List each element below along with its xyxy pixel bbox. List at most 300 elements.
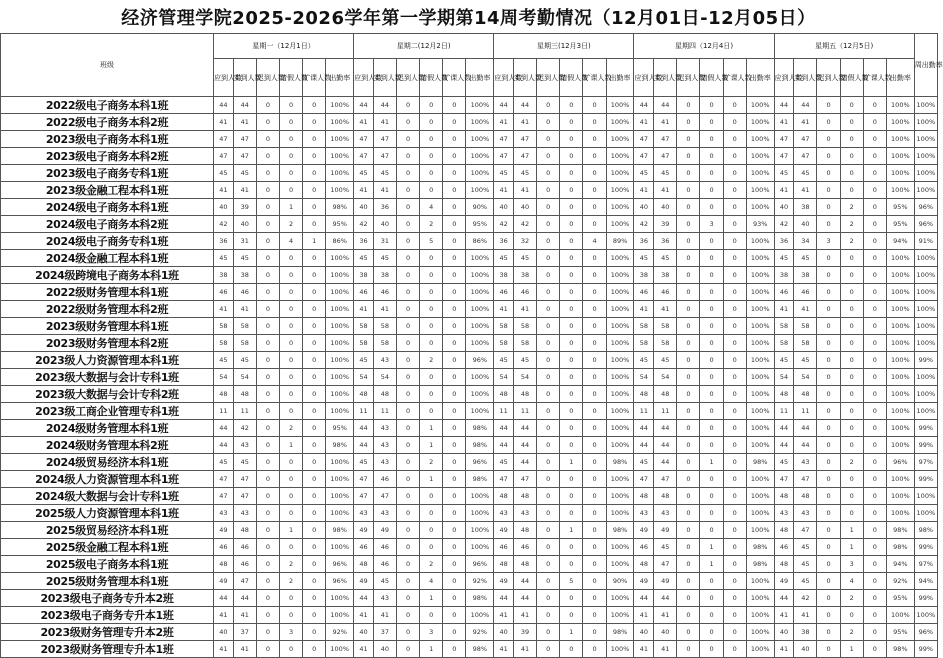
value-cell: 0 xyxy=(420,386,443,403)
value-cell: 0 xyxy=(700,488,723,505)
value-cell: 0 xyxy=(583,352,606,369)
value-cell: 0 xyxy=(840,97,863,114)
value-cell: 0 xyxy=(420,148,443,165)
value-cell: 100% xyxy=(606,335,634,352)
value-cell: 46 xyxy=(354,284,374,301)
value-cell: 100% xyxy=(886,250,914,267)
subheader-present: 实到人数 xyxy=(373,59,396,97)
value-cell: 0 xyxy=(420,182,443,199)
value-cell: 0 xyxy=(280,131,303,148)
week-rate-cell: 99% xyxy=(914,590,937,607)
value-cell: 0 xyxy=(863,335,886,352)
table-row xyxy=(1,301,938,318)
value-cell: 41 xyxy=(354,301,374,318)
value-cell: 5 xyxy=(560,573,583,590)
class-name-cell: 2024级电子商务本科2班 xyxy=(1,216,214,233)
value-cell: 48 xyxy=(654,488,677,505)
value-cell: 0 xyxy=(723,454,746,471)
value-cell: 47 xyxy=(494,471,514,488)
value-cell: 0 xyxy=(537,607,560,624)
value-cell: 0 xyxy=(560,488,583,505)
value-cell: 44 xyxy=(513,573,536,590)
table-row xyxy=(1,352,938,369)
value-cell: 0 xyxy=(723,471,746,488)
value-cell: 58 xyxy=(354,335,374,352)
value-cell: 0 xyxy=(677,182,700,199)
value-cell: 41 xyxy=(373,114,396,131)
value-cell: 0 xyxy=(303,216,326,233)
subheader-late: 迟到人数 xyxy=(677,59,700,97)
value-cell: 1 xyxy=(840,539,863,556)
class-name-cell: 2022级电子商务本科1班 xyxy=(1,97,214,114)
table-row xyxy=(1,437,938,454)
value-cell: 46 xyxy=(654,284,677,301)
value-cell: 38 xyxy=(494,267,514,284)
value-cell: 49 xyxy=(214,522,234,539)
value-cell: 0 xyxy=(700,233,723,250)
value-cell: 43 xyxy=(373,505,396,522)
value-cell: 0 xyxy=(256,182,279,199)
value-cell: 0 xyxy=(280,284,303,301)
value-cell: 100% xyxy=(326,114,354,131)
value-cell: 58 xyxy=(634,335,654,352)
value-cell: 0 xyxy=(583,590,606,607)
value-cell: 1 xyxy=(280,199,303,216)
value-cell: 0 xyxy=(537,522,560,539)
value-cell: 95% xyxy=(886,216,914,233)
value-cell: 48 xyxy=(774,488,794,505)
value-cell: 0 xyxy=(700,369,723,386)
value-cell: 0 xyxy=(700,165,723,182)
value-cell: 0 xyxy=(280,386,303,403)
value-cell: 48 xyxy=(794,386,817,403)
week-rate-cell: 98% xyxy=(914,522,937,539)
subheader-late: 迟到人数 xyxy=(817,59,840,97)
value-cell: 0 xyxy=(863,607,886,624)
value-cell: 100% xyxy=(326,539,354,556)
value-cell: 100% xyxy=(466,369,494,386)
value-cell: 41 xyxy=(634,301,654,318)
value-cell: 11 xyxy=(373,403,396,420)
value-cell: 100% xyxy=(746,488,774,505)
value-cell: 40 xyxy=(214,624,234,641)
class-name-cell: 2025级金融工程本科1班 xyxy=(1,539,214,556)
value-cell: 100% xyxy=(326,284,354,301)
value-cell: 0 xyxy=(817,165,840,182)
value-cell: 0 xyxy=(537,318,560,335)
value-cell: 48 xyxy=(214,556,234,573)
value-cell: 44 xyxy=(774,97,794,114)
value-cell: 0 xyxy=(677,454,700,471)
value-cell: 44 xyxy=(354,97,374,114)
value-cell: 100% xyxy=(746,165,774,182)
value-cell: 0 xyxy=(677,437,700,454)
value-cell: 2 xyxy=(840,216,863,233)
value-cell: 0 xyxy=(840,437,863,454)
value-cell: 41 xyxy=(214,301,234,318)
value-cell: 0 xyxy=(840,114,863,131)
value-cell: 1 xyxy=(700,539,723,556)
value-cell: 100% xyxy=(326,488,354,505)
value-cell: 1 xyxy=(560,624,583,641)
value-cell: 100% xyxy=(606,131,634,148)
value-cell: 0 xyxy=(840,403,863,420)
value-cell: 0 xyxy=(700,318,723,335)
value-cell: 47 xyxy=(494,148,514,165)
value-cell: 0 xyxy=(677,165,700,182)
value-cell: 41 xyxy=(373,301,396,318)
value-cell: 1 xyxy=(280,437,303,454)
value-cell: 0 xyxy=(443,590,466,607)
value-cell: 0 xyxy=(700,352,723,369)
value-cell: 0 xyxy=(560,590,583,607)
value-cell: 47 xyxy=(774,131,794,148)
value-cell: 100% xyxy=(606,386,634,403)
value-cell: 0 xyxy=(560,641,583,658)
value-cell: 0 xyxy=(817,539,840,556)
value-cell: 58 xyxy=(494,318,514,335)
value-cell: 41 xyxy=(774,641,794,658)
value-cell: 0 xyxy=(817,267,840,284)
value-cell: 36 xyxy=(494,233,514,250)
value-cell: 41 xyxy=(494,641,514,658)
subheader-rate: 出勤率 xyxy=(466,59,494,97)
value-cell: 45 xyxy=(214,454,234,471)
value-cell: 0 xyxy=(280,148,303,165)
value-cell: 0 xyxy=(396,97,419,114)
week-rate-cell: 96% xyxy=(914,216,937,233)
value-cell: 0 xyxy=(583,369,606,386)
value-cell: 100% xyxy=(326,301,354,318)
value-cell: 38 xyxy=(354,267,374,284)
value-cell: 45 xyxy=(214,352,234,369)
value-cell: 49 xyxy=(494,522,514,539)
value-cell: 86% xyxy=(466,233,494,250)
value-cell: 100% xyxy=(326,641,354,658)
value-cell: 0 xyxy=(677,590,700,607)
value-cell: 0 xyxy=(396,165,419,182)
value-cell: 0 xyxy=(840,250,863,267)
value-cell: 0 xyxy=(396,556,419,573)
value-cell: 100% xyxy=(466,403,494,420)
value-cell: 0 xyxy=(840,182,863,199)
value-cell: 0 xyxy=(863,318,886,335)
value-cell: 58 xyxy=(233,318,256,335)
value-cell: 0 xyxy=(443,607,466,624)
value-cell: 0 xyxy=(677,539,700,556)
value-cell: 0 xyxy=(583,318,606,335)
value-cell: 0 xyxy=(863,114,886,131)
value-cell: 41 xyxy=(513,301,536,318)
value-cell: 100% xyxy=(746,573,774,590)
value-cell: 47 xyxy=(233,148,256,165)
value-cell: 47 xyxy=(634,471,654,488)
value-cell: 100% xyxy=(746,369,774,386)
value-cell: 0 xyxy=(560,284,583,301)
value-cell: 58 xyxy=(214,318,234,335)
value-cell: 0 xyxy=(723,216,746,233)
value-cell: 0 xyxy=(817,454,840,471)
value-cell: 93% xyxy=(746,216,774,233)
value-cell: 45 xyxy=(634,454,654,471)
value-cell: 41 xyxy=(794,301,817,318)
subheader-expected: 应到人数 xyxy=(494,59,514,97)
value-cell: 0 xyxy=(396,488,419,505)
value-cell: 0 xyxy=(443,471,466,488)
value-cell: 44 xyxy=(373,97,396,114)
value-cell: 37 xyxy=(233,624,256,641)
value-cell: 100% xyxy=(886,165,914,182)
subheader-rate: 出勤率 xyxy=(606,59,634,97)
value-cell: 41 xyxy=(354,607,374,624)
table-row xyxy=(1,420,938,437)
value-cell: 44 xyxy=(634,437,654,454)
value-cell: 48 xyxy=(634,488,654,505)
week-rate-cell: 96% xyxy=(914,199,937,216)
value-cell: 0 xyxy=(863,420,886,437)
value-cell: 54 xyxy=(354,369,374,386)
value-cell: 0 xyxy=(677,318,700,335)
value-cell: 0 xyxy=(700,301,723,318)
value-cell: 42 xyxy=(634,216,654,233)
value-cell: 0 xyxy=(256,556,279,573)
value-cell: 1 xyxy=(420,437,443,454)
value-cell: 0 xyxy=(280,539,303,556)
value-cell: 100% xyxy=(606,114,634,131)
class-name-cell: 2022级电子商务本科2班 xyxy=(1,114,214,131)
value-cell: 41 xyxy=(794,182,817,199)
value-cell: 0 xyxy=(537,216,560,233)
value-cell: 46 xyxy=(214,539,234,556)
value-cell: 41 xyxy=(513,641,536,658)
value-cell: 100% xyxy=(886,505,914,522)
value-cell: 0 xyxy=(256,131,279,148)
value-cell: 100% xyxy=(606,199,634,216)
value-cell: 92% xyxy=(466,624,494,641)
value-cell: 0 xyxy=(443,199,466,216)
value-cell: 0 xyxy=(863,403,886,420)
value-cell: 41 xyxy=(214,641,234,658)
value-cell: 0 xyxy=(863,624,886,641)
value-cell: 100% xyxy=(606,148,634,165)
value-cell: 41 xyxy=(654,114,677,131)
value-cell: 100% xyxy=(886,488,914,505)
subheader-late: 迟到人数 xyxy=(256,59,279,97)
value-cell: 100% xyxy=(886,369,914,386)
value-cell: 100% xyxy=(606,352,634,369)
value-cell: 0 xyxy=(863,488,886,505)
table-row xyxy=(1,318,938,335)
value-cell: 1 xyxy=(420,471,443,488)
value-cell: 0 xyxy=(700,522,723,539)
day-header-mon: 星期一（12月1日） xyxy=(214,34,354,59)
class-name-cell: 2023级人力资源管理本科1班 xyxy=(1,352,214,369)
week-rate-cell: 99% xyxy=(914,471,937,488)
value-cell: 0 xyxy=(677,233,700,250)
value-cell: 1 xyxy=(700,556,723,573)
value-cell: 0 xyxy=(723,420,746,437)
value-cell: 0 xyxy=(840,369,863,386)
subheader-absent: 旷课人数 xyxy=(863,59,886,97)
value-cell: 0 xyxy=(863,301,886,318)
value-cell: 100% xyxy=(326,97,354,114)
value-cell: 45 xyxy=(774,352,794,369)
value-cell: 100% xyxy=(606,471,634,488)
value-cell: 100% xyxy=(326,590,354,607)
value-cell: 0 xyxy=(280,641,303,658)
value-cell: 48 xyxy=(774,386,794,403)
value-cell: 44 xyxy=(513,590,536,607)
value-cell: 0 xyxy=(863,522,886,539)
value-cell: 48 xyxy=(794,488,817,505)
value-cell: 0 xyxy=(817,369,840,386)
value-cell: 48 xyxy=(233,386,256,403)
value-cell: 44 xyxy=(494,420,514,437)
value-cell: 38 xyxy=(634,267,654,284)
value-cell: 0 xyxy=(583,403,606,420)
value-cell: 100% xyxy=(326,403,354,420)
value-cell: 0 xyxy=(443,488,466,505)
value-cell: 45 xyxy=(774,165,794,182)
value-cell: 40 xyxy=(494,199,514,216)
value-cell: 45 xyxy=(774,250,794,267)
value-cell: 100% xyxy=(326,250,354,267)
value-cell: 39 xyxy=(233,199,256,216)
value-cell: 0 xyxy=(723,165,746,182)
value-cell: 0 xyxy=(537,131,560,148)
value-cell: 0 xyxy=(560,114,583,131)
value-cell: 0 xyxy=(677,97,700,114)
value-cell: 0 xyxy=(256,318,279,335)
value-cell: 100% xyxy=(746,335,774,352)
week-rate-cell: 91% xyxy=(914,233,937,250)
value-cell: 100% xyxy=(606,607,634,624)
value-cell: 100% xyxy=(746,624,774,641)
value-cell: 0 xyxy=(677,352,700,369)
value-cell: 100% xyxy=(886,97,914,114)
value-cell: 100% xyxy=(606,539,634,556)
value-cell: 47 xyxy=(354,488,374,505)
value-cell: 0 xyxy=(560,267,583,284)
value-cell: 0 xyxy=(256,624,279,641)
week-rate-cell: 100% xyxy=(914,114,937,131)
value-cell: 0 xyxy=(537,267,560,284)
value-cell: 0 xyxy=(817,301,840,318)
value-cell: 0 xyxy=(537,624,560,641)
value-cell: 0 xyxy=(700,641,723,658)
value-cell: 100% xyxy=(746,522,774,539)
value-cell: 0 xyxy=(863,641,886,658)
value-cell: 0 xyxy=(443,437,466,454)
table-row xyxy=(1,250,938,267)
value-cell: 58 xyxy=(654,335,677,352)
value-cell: 0 xyxy=(817,403,840,420)
value-cell: 98% xyxy=(886,522,914,539)
value-cell: 3 xyxy=(840,556,863,573)
value-cell: 98% xyxy=(746,454,774,471)
value-cell: 86% xyxy=(326,233,354,250)
value-cell: 44 xyxy=(654,454,677,471)
value-cell: 42 xyxy=(774,216,794,233)
value-cell: 100% xyxy=(886,114,914,131)
value-cell: 100% xyxy=(746,471,774,488)
value-cell: 0 xyxy=(583,522,606,539)
value-cell: 100% xyxy=(886,318,914,335)
value-cell: 0 xyxy=(863,573,886,590)
value-cell: 0 xyxy=(817,641,840,658)
value-cell: 41 xyxy=(214,607,234,624)
subheader-leave: 请假人数 xyxy=(700,59,723,97)
value-cell: 45 xyxy=(494,454,514,471)
value-cell: 100% xyxy=(746,318,774,335)
table-header xyxy=(1,34,943,97)
value-cell: 47 xyxy=(774,148,794,165)
value-cell: 44 xyxy=(634,420,654,437)
value-cell: 0 xyxy=(256,386,279,403)
value-cell: 0 xyxy=(303,607,326,624)
value-cell: 45 xyxy=(233,352,256,369)
value-cell: 100% xyxy=(606,437,634,454)
value-cell: 0 xyxy=(700,420,723,437)
value-cell: 49 xyxy=(373,522,396,539)
value-cell: 38 xyxy=(774,267,794,284)
table-row xyxy=(1,267,938,284)
value-cell: 96% xyxy=(326,573,354,590)
value-cell: 41 xyxy=(214,182,234,199)
subheader-expected: 应到人数 xyxy=(634,59,654,97)
value-cell: 0 xyxy=(396,267,419,284)
value-cell: 95% xyxy=(886,199,914,216)
value-cell: 0 xyxy=(817,607,840,624)
value-cell: 40 xyxy=(654,199,677,216)
value-cell: 100% xyxy=(746,284,774,301)
value-cell: 0 xyxy=(863,182,886,199)
value-cell: 0 xyxy=(840,131,863,148)
value-cell: 48 xyxy=(774,556,794,573)
value-cell: 0 xyxy=(677,420,700,437)
value-cell: 41 xyxy=(233,301,256,318)
table-row xyxy=(1,403,938,420)
day-header-wed: 星期三(12月3日) xyxy=(494,34,634,59)
value-cell: 1 xyxy=(560,454,583,471)
value-cell: 46 xyxy=(794,284,817,301)
class-name-cell: 2023级电子商务专升本2班 xyxy=(1,590,214,607)
week-rate-cell: 99% xyxy=(914,539,937,556)
value-cell: 46 xyxy=(373,539,396,556)
value-cell: 100% xyxy=(886,148,914,165)
table-row xyxy=(1,590,938,607)
value-cell: 0 xyxy=(863,369,886,386)
week-rate-cell: 100% xyxy=(914,165,937,182)
value-cell: 100% xyxy=(326,454,354,471)
value-cell: 58 xyxy=(774,335,794,352)
subheader-present: 实到人数 xyxy=(794,59,817,97)
value-cell: 0 xyxy=(817,335,840,352)
value-cell: 0 xyxy=(256,233,279,250)
value-cell: 1 xyxy=(303,233,326,250)
value-cell: 0 xyxy=(560,420,583,437)
value-cell: 0 xyxy=(817,556,840,573)
value-cell: 0 xyxy=(256,471,279,488)
value-cell: 100% xyxy=(886,335,914,352)
value-cell: 0 xyxy=(863,556,886,573)
value-cell: 100% xyxy=(326,335,354,352)
value-cell: 48 xyxy=(634,386,654,403)
value-cell: 0 xyxy=(537,114,560,131)
class-name-cell: 2025级人力资源管理本科1班 xyxy=(1,505,214,522)
value-cell: 0 xyxy=(280,182,303,199)
table-row xyxy=(1,199,938,216)
